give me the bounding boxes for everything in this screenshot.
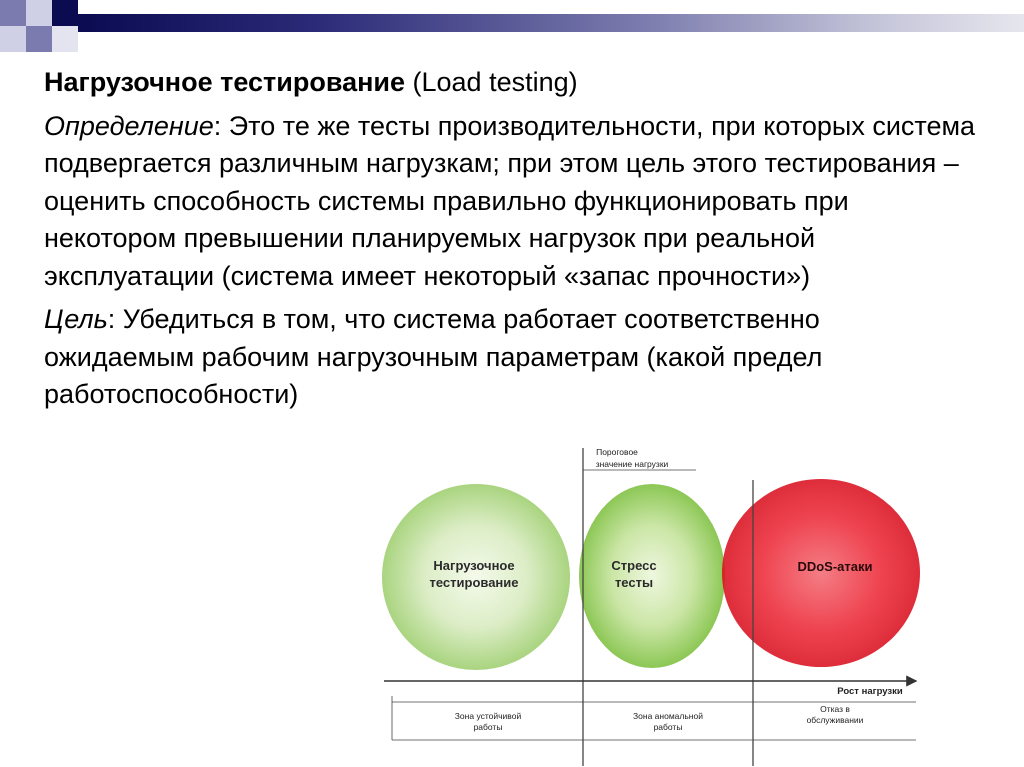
circle1-label-line2: тестирование xyxy=(429,575,519,590)
zone3-label-line2: обслуживании xyxy=(806,715,864,725)
zone1-label-line1: Зона устойчивой xyxy=(454,711,522,721)
definition-text: : Это те же тесты производительности, при которых система подвергается различным нагрузкам; при этом цель этого тестирования – оценить способность системы правильно функционировать при некотором превышении планируемых нагрузок при реальной эксплуатации (система имеет некоторый «запас прочности») xyxy=(44,110,976,291)
slide-title: Нагрузочное тестирование (Load testing) xyxy=(44,67,578,97)
header-square-5 xyxy=(26,26,52,52)
slide-content xyxy=(44,64,984,420)
goal-label: Цель xyxy=(44,304,108,334)
header-square-3 xyxy=(52,0,78,26)
header-square-4 xyxy=(0,26,26,52)
axis-label: Рост нагрузки xyxy=(837,686,903,697)
definition-label: Определение xyxy=(44,110,214,141)
header-gradient-bar xyxy=(78,14,1024,32)
circle1-label-line1: Нагрузочное xyxy=(433,558,515,573)
circle2-label-line2: тесты xyxy=(614,575,654,590)
circle3-label: DDoS-атаки xyxy=(797,559,873,574)
header-square-1 xyxy=(0,0,26,26)
load-diagram-svg xyxy=(370,440,934,766)
threshold-label-line2: значение нагрузки xyxy=(595,459,669,469)
zone2-label-line1: Зона аномальной xyxy=(633,711,703,721)
goal-paragraph xyxy=(44,301,984,414)
load-diagram xyxy=(370,440,934,766)
zone3-label-line1: Отказ в xyxy=(820,704,850,714)
header-square-2 xyxy=(26,0,52,26)
zone2-label-line2: работы xyxy=(653,722,683,732)
header-square-6 xyxy=(52,26,78,52)
goal-text: : Убедиться в том, что система работает соответственно ожидаемым рабочим нагрузочным параметрам (какой предел работоспособности) xyxy=(44,304,823,409)
zone1-label-line2: работы xyxy=(473,722,503,732)
definition-paragraph xyxy=(44,108,984,296)
circle2-label-line1: Стресс xyxy=(611,558,657,573)
threshold-label-line1: Пороговое xyxy=(596,447,638,457)
